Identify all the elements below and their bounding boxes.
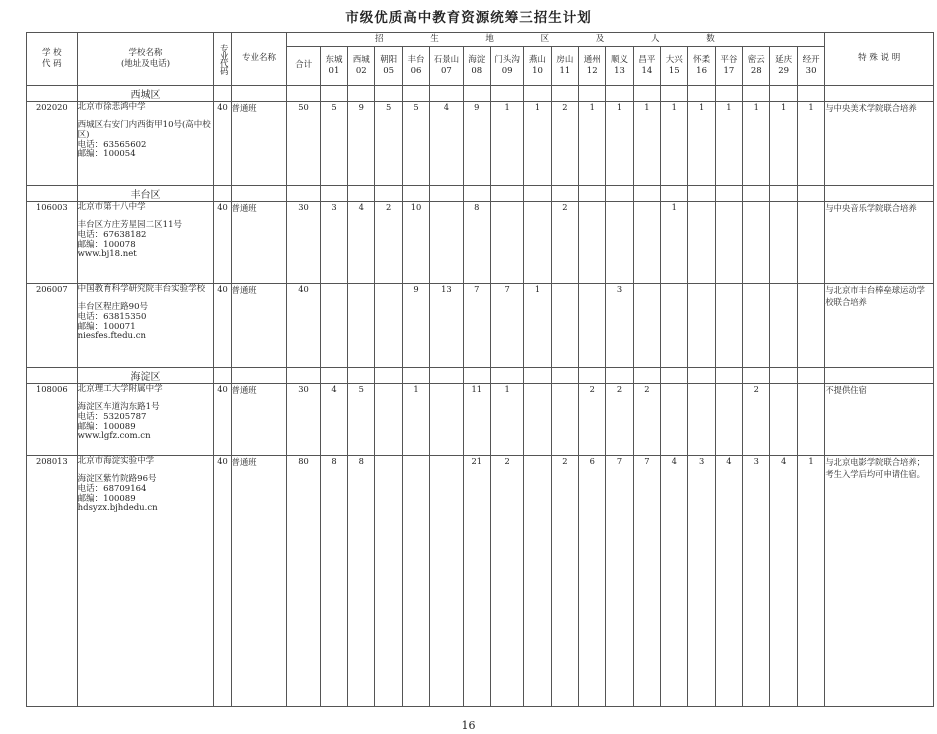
- special-note: 与中央美术学院联合培养: [825, 102, 934, 186]
- district-header: [348, 47, 375, 86]
- school-info: [77, 284, 214, 368]
- district-count: [661, 284, 688, 368]
- district-count: 10: [402, 202, 429, 284]
- district-count: [688, 384, 715, 456]
- school-postcode: 邮编：100054: [77, 149, 136, 160]
- district-row: [27, 186, 934, 202]
- district-count: 1: [688, 102, 715, 186]
- district-code: 14: [641, 66, 653, 76]
- district-count: [743, 202, 770, 284]
- district-name: 经开: [802, 54, 820, 65]
- school-code: 106003: [27, 202, 78, 284]
- district-code: 17: [723, 66, 735, 76]
- school-contact: [78, 303, 214, 342]
- district-count: 1: [402, 384, 429, 456]
- district-count: 9: [402, 284, 429, 368]
- district-count: 1: [524, 284, 551, 368]
- school-name: 北京市徐悲鸿中学: [77, 102, 146, 112]
- district-code: 10: [532, 66, 543, 76]
- school-info: [77, 384, 214, 456]
- district-count: 1: [743, 102, 770, 186]
- major-name: 普通班: [231, 102, 287, 186]
- district-name: 密云: [747, 54, 765, 65]
- district-code: 15: [668, 66, 680, 76]
- district-count: 2: [551, 456, 578, 707]
- district-code: 05: [383, 66, 395, 76]
- district-code: 07: [440, 66, 452, 76]
- district-row: [27, 86, 934, 102]
- district-title: 西城区: [77, 86, 214, 102]
- district-count: 2: [375, 202, 402, 284]
- district-count: [430, 202, 463, 284]
- district-count: 2: [633, 384, 660, 456]
- district-count: [688, 284, 715, 368]
- school-row: [27, 384, 934, 456]
- special-note: 与北京电影学院联合培养；考生入学后均可申请住宿。: [825, 456, 934, 707]
- district-count: [606, 202, 633, 284]
- district-count: 7: [633, 456, 660, 707]
- enrollment-plan-table: [26, 32, 934, 706]
- district-count: 1: [715, 102, 742, 186]
- district-count: 3: [320, 202, 347, 284]
- district-count: [320, 284, 347, 368]
- major-name: 普通班: [231, 202, 287, 284]
- district-header: [430, 47, 463, 86]
- district-name: 怀柔: [693, 54, 711, 65]
- major-code-header: 专业代码: [214, 33, 231, 86]
- district-count: 2: [551, 102, 578, 186]
- school-phone: 电话：63815350: [77, 311, 147, 322]
- district-count: 13: [430, 284, 463, 368]
- major-name: 普通班: [231, 456, 287, 707]
- district-count: 4: [661, 456, 688, 707]
- school-address: 西城区右安门内西街甲10号(高中校区): [77, 120, 211, 140]
- major-name-header: 专业名称: [231, 33, 287, 86]
- district-code: 16: [696, 66, 707, 76]
- school-row: [27, 456, 934, 707]
- district-count: 2: [579, 384, 606, 456]
- district-count: [770, 384, 797, 456]
- district-count: 7: [606, 456, 633, 707]
- district-header: [743, 47, 770, 86]
- district-count: 9: [463, 102, 490, 186]
- district-code: 06: [410, 66, 422, 76]
- district-count: 5: [320, 102, 347, 186]
- district-header: [463, 47, 490, 86]
- district-count: 3: [606, 284, 633, 368]
- school-name: 中国教育科学研究院丰台实验学校: [77, 284, 206, 294]
- school-code: 202020: [27, 102, 78, 186]
- district-count: [797, 202, 825, 284]
- district-count: 4: [320, 384, 347, 456]
- district-count: 8: [320, 456, 347, 707]
- school-code-header: 学 校 代 码: [27, 33, 78, 86]
- school-phone: 电话：67638182: [77, 229, 147, 240]
- district-count: [551, 384, 578, 456]
- district-name: 西城: [352, 54, 370, 65]
- district-count: [551, 284, 578, 368]
- school-phone: 电话：63565602: [77, 139, 147, 150]
- district-count: 5: [375, 102, 402, 186]
- school-row: [27, 284, 934, 368]
- district-header: [375, 47, 402, 86]
- school-website: niesfes.ftedu.cn: [77, 331, 146, 342]
- district-count: 2: [490, 456, 523, 707]
- school-address: 海淀区紫竹院路96号: [77, 474, 157, 485]
- district-count: 7: [463, 284, 490, 368]
- district-count: 1: [661, 202, 688, 284]
- district-header: [551, 47, 578, 86]
- special-note: 与北京市丰台棒垒球运动学校联合培养: [825, 284, 934, 368]
- district-code: 28: [750, 66, 762, 76]
- district-name: 石景山: [433, 54, 460, 65]
- district-count: 8: [348, 456, 375, 707]
- district-count: 1: [633, 102, 660, 186]
- school-address: 丰台区方庄芳星园二区11号: [77, 220, 182, 231]
- district-count: [490, 202, 523, 284]
- district-count: [743, 284, 770, 368]
- district-count: 1: [770, 102, 797, 186]
- district-count: 4: [348, 202, 375, 284]
- district-count: 1: [797, 102, 825, 186]
- total-count: 80: [287, 456, 320, 707]
- district-code: 02: [355, 66, 367, 76]
- district-count: 6: [579, 456, 606, 707]
- district-count: 3: [688, 456, 715, 707]
- district-code: 08: [471, 66, 483, 76]
- school-name: 北京理工大学附属中学: [77, 384, 163, 394]
- district-count: 8: [463, 202, 490, 284]
- school-code: 108006: [27, 384, 78, 456]
- table-header: [27, 33, 934, 86]
- total-count: 30: [287, 384, 320, 456]
- district-title: 海淀区: [77, 368, 214, 384]
- school-info: [77, 456, 214, 707]
- district-name: 朝阳: [380, 54, 398, 65]
- district-count: [524, 384, 551, 456]
- school-postcode: 邮编：100071: [77, 321, 136, 332]
- district-header: [688, 47, 715, 86]
- district-name: 顺义: [611, 54, 629, 65]
- school-name: 北京市第十八中学: [77, 202, 146, 212]
- major-code: 40: [214, 284, 231, 368]
- district-header: [770, 47, 797, 86]
- school-phone: 电话：53205787: [77, 411, 147, 422]
- district-count: [524, 456, 551, 707]
- special-note: 不提供住宿: [825, 384, 934, 456]
- district-code: 09: [501, 66, 513, 76]
- district-count: [375, 384, 402, 456]
- district-code: 12: [586, 66, 598, 76]
- district-count: 1: [490, 384, 523, 456]
- district-header: [490, 47, 523, 86]
- district-header: [633, 47, 660, 86]
- district-count: 4: [715, 456, 742, 707]
- district-count: [797, 284, 825, 368]
- district-count: 1: [490, 102, 523, 186]
- district-code: 11: [559, 66, 571, 76]
- district-count: 7: [490, 284, 523, 368]
- district-title: 丰台区: [77, 186, 214, 202]
- district-count: [430, 456, 463, 707]
- school-contact: [78, 221, 214, 260]
- district-count: 1: [579, 102, 606, 186]
- total-header: 合计: [287, 47, 320, 86]
- notes-header: 特 殊 说 明: [825, 33, 934, 86]
- district-header: [661, 47, 688, 86]
- district-code: 29: [778, 66, 790, 76]
- district-count: [633, 202, 660, 284]
- district-code: 01: [328, 66, 340, 76]
- district-name: 丰台: [407, 54, 425, 65]
- district-count: 5: [402, 102, 429, 186]
- district-row: [27, 368, 934, 384]
- district-count: 5: [348, 384, 375, 456]
- school-info: [77, 102, 214, 186]
- page-number: 16: [461, 719, 476, 732]
- district-count: [715, 202, 742, 284]
- major-code: 40: [214, 384, 231, 456]
- district-name: 海淀: [468, 54, 486, 65]
- special-note: 与中央音乐学院联合培养: [825, 202, 934, 284]
- district-name: 房山: [556, 54, 574, 65]
- district-name: 门头沟: [494, 54, 520, 65]
- district-count: 21: [463, 456, 490, 707]
- district-name: 东城: [325, 54, 343, 65]
- district-count: [715, 284, 742, 368]
- district-count: 1: [606, 102, 633, 186]
- district-count: [375, 456, 402, 707]
- district-count: 9: [348, 102, 375, 186]
- school-code: 206007: [27, 284, 78, 368]
- district-count: 2: [743, 384, 770, 456]
- district-code: 13: [614, 66, 625, 76]
- school-row: [27, 102, 934, 186]
- district-header: [524, 47, 551, 86]
- district-header: [320, 47, 347, 86]
- district-header: [797, 47, 825, 86]
- district-count: 4: [430, 102, 463, 186]
- major-code: 40: [214, 102, 231, 186]
- district-header: [402, 47, 429, 86]
- district-name: 燕山: [529, 54, 547, 65]
- district-name: 平谷: [720, 54, 738, 65]
- school-address: 海淀区车道沟东路1号: [77, 402, 160, 413]
- district-code: 30: [805, 66, 817, 76]
- district-count: [797, 384, 825, 456]
- school-name: 北京市海淀实验中学: [77, 456, 155, 466]
- school-postcode: 邮编：100089: [77, 421, 136, 432]
- district-name: 大兴: [665, 54, 683, 65]
- major-name: 普通班: [231, 284, 287, 368]
- district-count: 4: [770, 456, 797, 707]
- school-info: [77, 202, 214, 284]
- total-count: 40: [287, 284, 320, 368]
- district-header: [579, 47, 606, 86]
- major-code: 40: [214, 202, 231, 284]
- district-count: [688, 202, 715, 284]
- district-count: 1: [797, 456, 825, 707]
- school-contact: [78, 121, 214, 160]
- district-count: [715, 384, 742, 456]
- district-count: [524, 202, 551, 284]
- district-count: [579, 202, 606, 284]
- major-code: 40: [214, 456, 231, 707]
- district-count: 11: [463, 384, 490, 456]
- district-count: 1: [524, 102, 551, 186]
- district-name: 延庆: [775, 54, 793, 65]
- school-website: www.lgfz.com.cn: [77, 431, 151, 442]
- school-postcode: 邮编：100089: [77, 493, 136, 504]
- school-contact: [78, 403, 214, 442]
- district-count: [770, 202, 797, 284]
- district-count: [348, 284, 375, 368]
- major-name: 普通班: [231, 384, 287, 456]
- district-count: [402, 456, 429, 707]
- district-count: 1: [661, 102, 688, 186]
- school-phone: 电话：68709164: [77, 483, 147, 494]
- school-contact: [78, 475, 214, 514]
- school-row: [27, 202, 934, 284]
- school-name-header: 学校名称 (地址及电话): [77, 33, 214, 86]
- district-count: 3: [743, 456, 770, 707]
- district-header: [715, 47, 742, 86]
- district-count: [579, 284, 606, 368]
- district-count: 2: [606, 384, 633, 456]
- total-count: 30: [287, 202, 320, 284]
- district-count: [770, 284, 797, 368]
- table-body: [27, 86, 934, 707]
- page-title: 市级优质高中教育资源统筹三招生计划: [345, 10, 592, 26]
- district-count: [633, 284, 660, 368]
- district-name: 通州: [583, 54, 601, 65]
- school-website: www.bj18.net: [77, 249, 137, 260]
- school-website: hdsyzx.bjhdedu.cn: [77, 503, 158, 514]
- district-count: [430, 384, 463, 456]
- district-name: 昌平: [638, 54, 656, 65]
- total-count: 50: [287, 102, 320, 186]
- district-count: 2: [551, 202, 578, 284]
- district-count: [375, 284, 402, 368]
- school-code: 208013: [27, 456, 78, 707]
- region-group-header: 招 生 地 区 及 人 数: [287, 33, 825, 47]
- district-count: [661, 384, 688, 456]
- school-address: 丰台区程庄路90号: [77, 302, 148, 313]
- district-header: [606, 47, 633, 86]
- school-postcode: 邮编：100078: [77, 239, 136, 250]
